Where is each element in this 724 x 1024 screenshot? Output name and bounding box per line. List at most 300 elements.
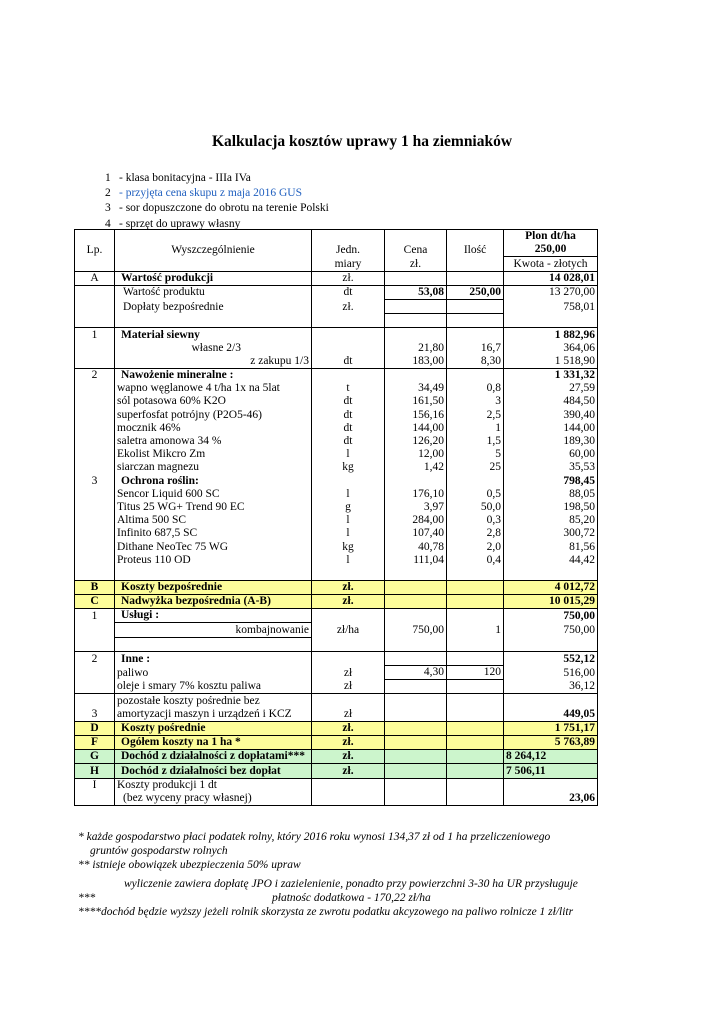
cell-amt: 449,05 <box>504 708 598 722</box>
header-qty: Ilość <box>447 230 504 272</box>
cell-lp <box>75 382 115 395</box>
cell-amt: 484,50 <box>504 395 598 408</box>
cell-amt: 85,20 <box>504 514 598 527</box>
table-row <box>75 408 598 421</box>
cell-unit <box>312 328 385 342</box>
cell-name <box>115 567 312 581</box>
table-row <box>75 778 598 792</box>
cell-qty <box>447 694 504 708</box>
cell-unit: zł <box>312 666 385 680</box>
cell-unit: zł. <box>312 299 385 313</box>
cell-name: kombajnowanie <box>115 623 312 637</box>
cell-lp <box>75 680 115 694</box>
cell-amt: 4 012,72 <box>504 580 598 594</box>
cell-lp <box>75 355 115 369</box>
cell-qty <box>447 721 504 735</box>
cell-unit: zł. <box>312 595 385 609</box>
cell-lp: G <box>75 750 115 764</box>
cell-price <box>385 792 447 806</box>
cell-price: 156,16 <box>385 408 447 421</box>
cell-amt: 1 751,17 <box>504 721 598 735</box>
note-text: - przyjęta cena skupu z maja 2016 GUS <box>119 187 302 200</box>
cell-name: oleje i smary 7% kosztu paliwa <box>115 680 312 694</box>
assumptions-list <box>105 171 329 232</box>
cell-qty: 2,8 <box>447 527 504 540</box>
cell-unit <box>312 474 385 487</box>
cell-unit: zł. <box>312 764 385 778</box>
note-number: 4 <box>105 217 111 230</box>
cell-amt: 60,00 <box>504 448 598 461</box>
cell-qty <box>447 314 504 328</box>
cell-unit: zł. <box>312 580 385 594</box>
cell-amt: 88,05 <box>504 488 598 501</box>
cell-unit <box>312 609 385 623</box>
header-amount: Kwota - złotych <box>504 257 598 271</box>
table-row <box>75 461 598 474</box>
footnote: *** <box>78 892 96 904</box>
cell-lp <box>75 792 115 806</box>
table-row <box>75 637 598 651</box>
cell-name: pozostałe koszty pośrednie bez <box>115 694 312 708</box>
cell-price: 126,20 <box>385 435 447 448</box>
cell-unit <box>312 651 385 665</box>
cell-name: Titus 25 WG+ Trend 90 EC <box>115 501 312 514</box>
table-row <box>75 299 598 313</box>
cell-price <box>385 314 447 328</box>
cell-unit: zł <box>312 680 385 694</box>
cell-price: 3,97 <box>385 501 447 514</box>
cell-price: 21,80 <box>385 342 447 355</box>
cell-qty <box>447 328 504 342</box>
cell-qty: 250,00 <box>447 285 504 299</box>
table-row <box>75 750 598 764</box>
footnote: płatnośc dodatkowa - 170,22 zł/ha <box>272 892 431 904</box>
cell-amt: 13 270,00 <box>504 285 598 299</box>
cell-qty: 8,30 <box>447 355 504 369</box>
cell-amt: 10 015,29 <box>504 595 598 609</box>
cell-price <box>385 694 447 708</box>
cell-unit: l <box>312 527 385 540</box>
cell-lp: 3 <box>75 474 115 487</box>
cell-unit: dt <box>312 422 385 435</box>
cell-price: 107,40 <box>385 527 447 540</box>
cell-lp: I <box>75 778 115 792</box>
cell-amt: 35,53 <box>504 461 598 474</box>
cell-name: własne 2/3 <box>115 342 312 355</box>
cell-unit: zł. <box>312 750 385 764</box>
table-row <box>75 314 598 328</box>
cell-qty <box>447 595 504 609</box>
page-title: Kalkulacja kosztów uprawy 1 ha ziemniaków <box>211 133 513 150</box>
cell-lp: B <box>75 580 115 594</box>
cell-amt: 14 028,01 <box>504 271 598 285</box>
cell-lp: 1 <box>75 328 115 342</box>
header-price-line2: zł. <box>385 257 447 271</box>
cell-amt <box>504 314 598 328</box>
cell-lp <box>75 540 115 553</box>
table-row <box>75 609 598 623</box>
table-row <box>75 694 598 708</box>
cell-lp <box>75 342 115 355</box>
note-number: 1 <box>105 172 111 184</box>
header-unit-line2: miary <box>312 257 385 271</box>
cell-qty <box>447 680 504 694</box>
table-row <box>75 328 598 342</box>
cell-lp <box>75 285 115 299</box>
cell-amt: 750,00 <box>504 623 598 637</box>
cell-unit <box>312 368 385 382</box>
cell-name: superfosfat potrójny (P2O5-46) <box>115 408 312 421</box>
cell-lp <box>75 435 115 448</box>
table-row <box>75 540 598 553</box>
cell-lp <box>75 448 115 461</box>
cell-price <box>385 708 447 722</box>
cell-name: Ogółem koszty na 1 ha * <box>115 735 312 749</box>
cell-qty: 0,5 <box>447 488 504 501</box>
cell-qty <box>447 778 504 792</box>
cell-price <box>385 778 447 792</box>
cell-amt: 364,06 <box>504 342 598 355</box>
table-row <box>75 764 598 778</box>
cell-price <box>385 271 447 285</box>
table-row <box>75 595 598 609</box>
table-row <box>75 680 598 694</box>
table-row <box>75 368 598 382</box>
footnote: wyliczenie zawiera dopłatę JPO i zazielenienie, ponadto przy powierzchni 3-30 ha UR przysługuje <box>124 878 578 890</box>
cell-lp: F <box>75 735 115 749</box>
cell-price <box>385 637 447 651</box>
cell-amt: 1 331,32 <box>504 368 598 382</box>
cell-name: Infinito 687,5 SC <box>115 527 312 540</box>
cell-amt: 750,00 <box>504 609 598 623</box>
cell-qty <box>447 637 504 651</box>
table-row <box>75 567 598 581</box>
cell-amt: 300,72 <box>504 527 598 540</box>
cell-price <box>385 764 447 778</box>
cell-price <box>385 750 447 764</box>
cell-name: amortyzacji maszyn i urządzeń i KCZ <box>115 708 312 722</box>
note-number: 2 <box>105 187 111 200</box>
cell-unit <box>312 792 385 806</box>
cell-qty <box>447 368 504 382</box>
cell-qty <box>447 750 504 764</box>
header-yield-label: Plon dt/ha <box>504 230 598 244</box>
cell-lp: H <box>75 764 115 778</box>
table-row <box>75 422 598 435</box>
cell-name: Dochód z działalności bez dopłat <box>115 764 312 778</box>
cell-price: 12,00 <box>385 448 447 461</box>
cell-name <box>115 314 312 328</box>
cell-qty: 3 <box>447 395 504 408</box>
note-text: - sprzęt do uprawy własny <box>119 217 241 230</box>
cell-amt: 1 518,90 <box>504 355 598 369</box>
cell-price <box>385 299 447 313</box>
cell-name: Koszty produkcji 1 dt <box>115 778 312 792</box>
cell-qty <box>447 299 504 313</box>
cell-lp: 2 <box>75 651 115 665</box>
cell-amt: 44,42 <box>504 554 598 567</box>
cell-name: Dochód z działalności z dopłatami*** <box>115 750 312 764</box>
cell-name: Usługi : <box>115 609 312 623</box>
cell-name: Nawożenie mineralne : <box>115 368 312 382</box>
cell-price: 40,78 <box>385 540 447 553</box>
cell-amt <box>504 778 598 792</box>
cell-qty: 120 <box>447 666 504 680</box>
cell-unit: dt <box>312 408 385 421</box>
cell-lp <box>75 314 115 328</box>
table-row <box>75 527 598 540</box>
note-text: - klasa bonitacyjna - IIIa IVa <box>119 172 251 184</box>
table-row <box>75 721 598 735</box>
cell-price <box>385 474 447 487</box>
cell-lp <box>75 637 115 651</box>
cell-price <box>385 609 447 623</box>
cell-qty: 16,7 <box>447 342 504 355</box>
cell-name: Wartość produkcji <box>115 271 312 285</box>
cell-price <box>385 567 447 581</box>
cell-amt: 552,12 <box>504 651 598 665</box>
cell-name: sól potasowa 60% K2O <box>115 395 312 408</box>
cell-qty: 0,8 <box>447 382 504 395</box>
cell-amt: 7 506,11 <box>504 764 598 778</box>
footnote: ** istnieje obowiązek ubezpieczenia 50% upraw <box>78 859 301 871</box>
cell-unit <box>312 567 385 581</box>
cell-name: Dopłaty bezpośrednie <box>115 299 312 313</box>
cell-price <box>385 580 447 594</box>
cell-unit: zł. <box>312 721 385 735</box>
cell-unit: l <box>312 488 385 501</box>
cell-name: Inne : <box>115 651 312 665</box>
cell-amt <box>504 694 598 708</box>
cell-name <box>115 637 312 651</box>
cell-unit: g <box>312 501 385 514</box>
cell-lp: 1 <box>75 609 115 623</box>
cell-price: 183,00 <box>385 355 447 369</box>
cost-table <box>74 229 598 806</box>
cell-amt: 189,30 <box>504 435 598 448</box>
cell-qty <box>447 764 504 778</box>
cell-price: 161,50 <box>385 395 447 408</box>
cell-price <box>385 721 447 735</box>
cell-amt: 8 264,12 <box>504 750 598 764</box>
note-item <box>105 201 329 216</box>
cell-price <box>385 680 447 694</box>
cell-qty <box>447 567 504 581</box>
cell-lp <box>75 567 115 581</box>
cell-price <box>385 328 447 342</box>
cell-qty: 0,4 <box>447 554 504 567</box>
cell-price: 750,00 <box>385 623 447 637</box>
cell-amt: 516,00 <box>504 666 598 680</box>
cell-lp <box>75 408 115 421</box>
cell-name: wapno węglanowe 4 t/ha 1x na 5lat <box>115 382 312 395</box>
cell-qty: 0,3 <box>447 514 504 527</box>
table-row <box>75 395 598 408</box>
cell-price: 53,08 <box>385 285 447 299</box>
cell-price: 284,00 <box>385 514 447 527</box>
cell-qty <box>447 735 504 749</box>
cell-price <box>385 651 447 665</box>
cell-amt: 1 882,96 <box>504 328 598 342</box>
table-row <box>75 554 598 567</box>
cell-name: Koszty pośrednie <box>115 721 312 735</box>
cell-unit: dt <box>312 435 385 448</box>
cell-unit: dt <box>312 395 385 408</box>
header-lp: Lp. <box>75 230 115 272</box>
cell-unit <box>312 342 385 355</box>
table-row <box>75 474 598 487</box>
cell-unit: zł. <box>312 271 385 285</box>
cell-lp <box>75 514 115 527</box>
table-row <box>75 285 598 299</box>
cell-qty <box>447 708 504 722</box>
cell-price: 176,10 <box>385 488 447 501</box>
cell-lp <box>75 422 115 435</box>
cell-amt: 27,59 <box>504 382 598 395</box>
table-row <box>75 580 598 594</box>
cell-qty <box>447 474 504 487</box>
cell-qty: 1 <box>447 422 504 435</box>
cell-unit: l <box>312 514 385 527</box>
cell-unit: zł <box>312 708 385 722</box>
cell-price <box>385 595 447 609</box>
cell-lp <box>75 554 115 567</box>
cell-price <box>385 735 447 749</box>
table-row <box>75 355 598 369</box>
cell-qty: 5 <box>447 448 504 461</box>
table-row <box>75 435 598 448</box>
cell-name: z zakupu 1/3 <box>115 355 312 369</box>
cell-unit: kg <box>312 461 385 474</box>
cell-qty: 2,5 <box>447 408 504 421</box>
cell-lp: A <box>75 271 115 285</box>
cell-unit <box>312 694 385 708</box>
cell-qty <box>447 792 504 806</box>
cell-qty: 1,5 <box>447 435 504 448</box>
header-unit-line1: Jedn. <box>312 243 385 257</box>
table-row <box>75 271 598 285</box>
table-row <box>75 623 598 637</box>
cell-amt: 144,00 <box>504 422 598 435</box>
cell-name: Ekolist Mikcro Zm <box>115 448 312 461</box>
cell-price: 1,42 <box>385 461 447 474</box>
note-item <box>105 171 329 186</box>
cell-qty <box>447 609 504 623</box>
cell-qty: 50,0 <box>447 501 504 514</box>
cell-name: Koszty bezpośrednie <box>115 580 312 594</box>
cell-name: Materiał siewny <box>115 328 312 342</box>
cell-unit: dt <box>312 285 385 299</box>
note-item <box>105 186 329 201</box>
cell-name: Altima 500 SC <box>115 514 312 527</box>
cell-lp <box>75 501 115 514</box>
cell-amt: 5 763,89 <box>504 735 598 749</box>
cell-name: Wartość produktu <box>115 285 312 299</box>
cell-unit <box>312 314 385 328</box>
header-price-line1: Cena <box>385 243 447 257</box>
cell-lp <box>75 623 115 637</box>
cell-lp: 3 <box>75 708 115 722</box>
cell-lp <box>75 527 115 540</box>
cell-amt: 758,01 <box>504 299 598 313</box>
cell-lp <box>75 299 115 313</box>
cell-amt <box>504 637 598 651</box>
table-row <box>75 342 598 355</box>
cell-qty <box>447 651 504 665</box>
cell-qty <box>447 271 504 285</box>
cell-name: (bez wyceny pracy własnej) <box>115 792 312 806</box>
table-row <box>75 382 598 395</box>
table-row <box>75 488 598 501</box>
header-yield-value: 250,00 <box>504 243 598 257</box>
cell-lp <box>75 488 115 501</box>
cell-amt: 23,06 <box>504 792 598 806</box>
cell-price: 144,00 <box>385 422 447 435</box>
cell-name: Dithane NeoTec 75 WG <box>115 540 312 553</box>
footnote: ****dochód będzie wyższy jeżeli rolnik skorzysta ze zwrotu podatku akcyzowego na paliwo rolnicze 1 zł/litr <box>78 906 574 918</box>
cell-qty: 25 <box>447 461 504 474</box>
cell-name: mocznik 46% <box>115 422 312 435</box>
cell-price: 4,30 <box>385 666 447 680</box>
cell-unit: l <box>312 554 385 567</box>
cell-unit: dt <box>312 355 385 369</box>
header-name: Wyszczególnienie <box>115 230 312 272</box>
footnote: gruntów gospodarstw rolnych <box>90 845 228 857</box>
table-row <box>75 708 598 722</box>
cell-price: 34,49 <box>385 382 447 395</box>
cell-price <box>385 368 447 382</box>
cell-unit: zł. <box>312 735 385 749</box>
cell-name: siarczan magnezu <box>115 461 312 474</box>
cell-name: saletra amonowa 34 % <box>115 435 312 448</box>
cell-amt <box>504 567 598 581</box>
cell-name: Nadwyżka bezpośrednia (A-B) <box>115 595 312 609</box>
cell-lp: C <box>75 595 115 609</box>
table-row <box>75 651 598 665</box>
cell-name: paliwo <box>115 666 312 680</box>
cell-amt: 198,50 <box>504 501 598 514</box>
cell-lp <box>75 461 115 474</box>
cell-qty: 2,0 <box>447 540 504 553</box>
cell-qty <box>447 580 504 594</box>
cell-unit <box>312 778 385 792</box>
table-row <box>75 735 598 749</box>
cell-name: Proteus 110 OD <box>115 554 312 567</box>
table-row <box>75 792 598 806</box>
cell-unit: l <box>312 448 385 461</box>
cell-unit: kg <box>312 540 385 553</box>
cell-unit <box>312 637 385 651</box>
table-row <box>75 501 598 514</box>
cell-amt: 798,45 <box>504 474 598 487</box>
cell-lp: D <box>75 721 115 735</box>
cell-lp <box>75 694 115 708</box>
cell-unit: zł/ha <box>312 623 385 637</box>
cell-amt: 390,40 <box>504 408 598 421</box>
cell-name: Ochrona roślin: <box>115 474 312 487</box>
note-text: - sor dopuszczone do obrotu na terenie Polski <box>119 202 329 215</box>
cell-name: Sencor Liquid 600 SC <box>115 488 312 501</box>
cell-lp <box>75 666 115 680</box>
cell-price: 111,04 <box>385 554 447 567</box>
cell-lp: 2 <box>75 368 115 382</box>
header-unit <box>312 230 385 244</box>
note-number: 3 <box>105 202 111 215</box>
footnote: * każde gospodarstwo płaci podatek rolny, który 2016 roku wynosi 134,37 zł od 1 ha przeliczeniowego <box>78 831 551 843</box>
cell-qty: 1 <box>447 623 504 637</box>
table-row <box>75 514 598 527</box>
cell-unit: t <box>312 382 385 395</box>
